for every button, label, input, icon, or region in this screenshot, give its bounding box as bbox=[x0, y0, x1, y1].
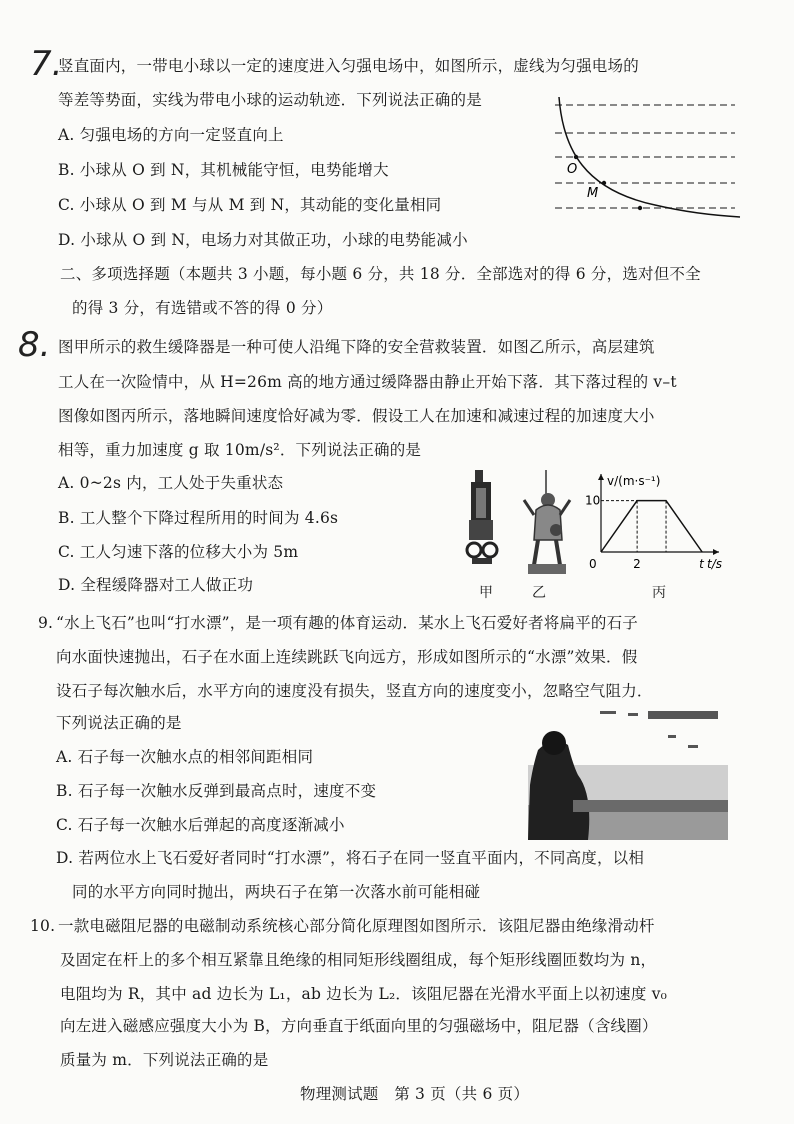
q10-stem-line4: 向左进入磁感应强度大小为 B，方向垂直于纸面向里的匀强磁场中，阻尼器（含线圈） bbox=[60, 1017, 658, 1035]
q7-stem-line1: 竖直面内，一带电小球以一定的速度进入匀强电场中，如图所示，虚线为匀强电场的 bbox=[58, 57, 639, 75]
vt-tick-t: t bbox=[699, 557, 704, 571]
section2-title-line2: 的得 3 分，有选错或不答的得 0 分） bbox=[72, 299, 333, 317]
q8-stem-line2: 工人在一次险情中，从 H=26m 高的地方通过缓降器由静止开始下落．其下落过程的 v–t bbox=[58, 373, 677, 391]
vt-y-label: v/(m·s⁻¹) bbox=[607, 474, 661, 488]
q8-number: 8. bbox=[18, 325, 51, 365]
q7-equipotential-figure bbox=[545, 95, 745, 225]
page-footer: 物理测试题 第 3 页（共 6 页） bbox=[300, 1085, 530, 1103]
vt-y-arrow bbox=[598, 474, 604, 480]
q8-caption-jia: 甲 bbox=[479, 585, 494, 601]
q9-stem-line3: 设石子每次触水后，水平方向的速度没有损失，竖直方向的速度变小，忽略空气阻力． bbox=[56, 682, 653, 700]
q8-caption-yi: 乙 bbox=[532, 585, 547, 601]
q9-option-d-line2: 同的水平方向同时抛出，两块石子在第一次落水前可能相碰 bbox=[72, 883, 481, 901]
q8-figure-jia-device bbox=[460, 468, 505, 578]
q8-stem-line1: 图甲所示的救生缓降器是一种可使人沿绳下降的安全营救装置．如图乙所示，高层建筑 bbox=[58, 338, 655, 356]
q9-stone-skipping-photo bbox=[518, 705, 728, 840]
q10-number: 10. bbox=[30, 917, 56, 935]
q9-option-b: B. 石子每一次触水反弹到最高点时，速度不变 bbox=[56, 782, 377, 800]
q7-label-o: O bbox=[567, 162, 578, 177]
q7-number: 7. bbox=[30, 44, 63, 84]
vt-x-label: t/s bbox=[707, 557, 722, 571]
q9-stem-line4: 下列说法正确的是 bbox=[56, 714, 182, 732]
q10-stem-line1: 一款电磁阻尼器的电磁制动系统核心部分简化原理图如图所示．该阻尼器由绝缘滑动杆 bbox=[58, 917, 655, 935]
q7-option-a: A. 匀强电场的方向一定竖直向上 bbox=[58, 126, 284, 144]
q9-option-d-line1: D. 若两位水上飞石爱好者同时“打水漂”，将石子在同一竖直平面内，不同高度，以相 bbox=[56, 849, 645, 867]
q8-option-a: A. 0~2s 内，工人处于失重状态 bbox=[58, 474, 284, 492]
q7-option-c: C. 小球从 O 到 M 与从 M 到 N，其动能的变化量相同 bbox=[58, 196, 442, 214]
q9-number: 9. bbox=[38, 614, 54, 632]
section2-title-line1: 二、多项选择题（本题共 3 小题，每小题 6 分，共 18 分．全部选对的得 6 分，选对但不全 bbox=[60, 265, 701, 283]
vt-tick-0: 0 bbox=[589, 557, 597, 571]
q7-option-d: D. 小球从 O 到 N，电场力对其做正功，小球的电势能减小 bbox=[58, 231, 468, 249]
q9-option-a: A. 石子每一次触水点的相邻间距相同 bbox=[56, 748, 314, 766]
q8-figure-yi-worker bbox=[516, 470, 576, 580]
q8-option-b: B. 工人整个下降过程所用的时间为 4.6s bbox=[58, 509, 339, 527]
q9-stem-line1: “水上飞石”也叫“打水漂”，是一项有趣的体育运动．某水上飞石爱好者将扁平的石子 bbox=[56, 614, 638, 632]
q7-option-b: B. 小球从 O 到 N，其机械能守恒，电势能增大 bbox=[58, 161, 389, 179]
q8-stem-line3: 图像如图丙所示，落地瞬间速度恰好减为零．假设工人在加速和减速过程的加速度大小 bbox=[58, 407, 655, 425]
q10-stem-line5: 质量为 m．下列说法正确的是 bbox=[60, 1051, 269, 1069]
q9-stem-line2: 向水面快速抛出，石子在水面上连续跳跃飞向远方，形成如图所示的“水漂”效果．假 bbox=[56, 648, 638, 666]
q8-option-c: C. 工人匀速下落的位移大小为 5m bbox=[58, 543, 299, 561]
q7-label-m: M bbox=[587, 186, 599, 201]
q8-caption-bing: 丙 bbox=[652, 585, 667, 601]
q10-stem-line3: 电阻均为 R，其中 ad 边长为 L₁，ab 边长为 L₂．该阻尼器在光滑水平面上以初速度 v₀ bbox=[60, 985, 668, 1003]
q8-vt-chart bbox=[585, 472, 730, 572]
vt-series-line bbox=[601, 501, 702, 552]
q7-stem-line2: 等差等势面，实线为带电小球的运动轨迹．下列说法正确的是 bbox=[58, 91, 482, 109]
vt-x-arrow bbox=[713, 549, 719, 555]
vt-tick-10: 10 bbox=[585, 493, 601, 508]
q8-option-d: D. 全程缓降器对工人做正功 bbox=[58, 576, 254, 594]
q8-stem-line4: 相等，重力加速度 g 取 10m/s²．下列说法正确的是 bbox=[58, 441, 422, 459]
q9-option-c: C. 石子每一次触水后弹起的高度逐渐减小 bbox=[56, 816, 345, 834]
q10-stem-line2: 及固定在杆上的多个相互紧靠且绝缘的相同矩形线圈组成，每个矩形线圈匝数均为 n， bbox=[60, 951, 657, 969]
vt-tick-2: 2 bbox=[633, 557, 641, 571]
